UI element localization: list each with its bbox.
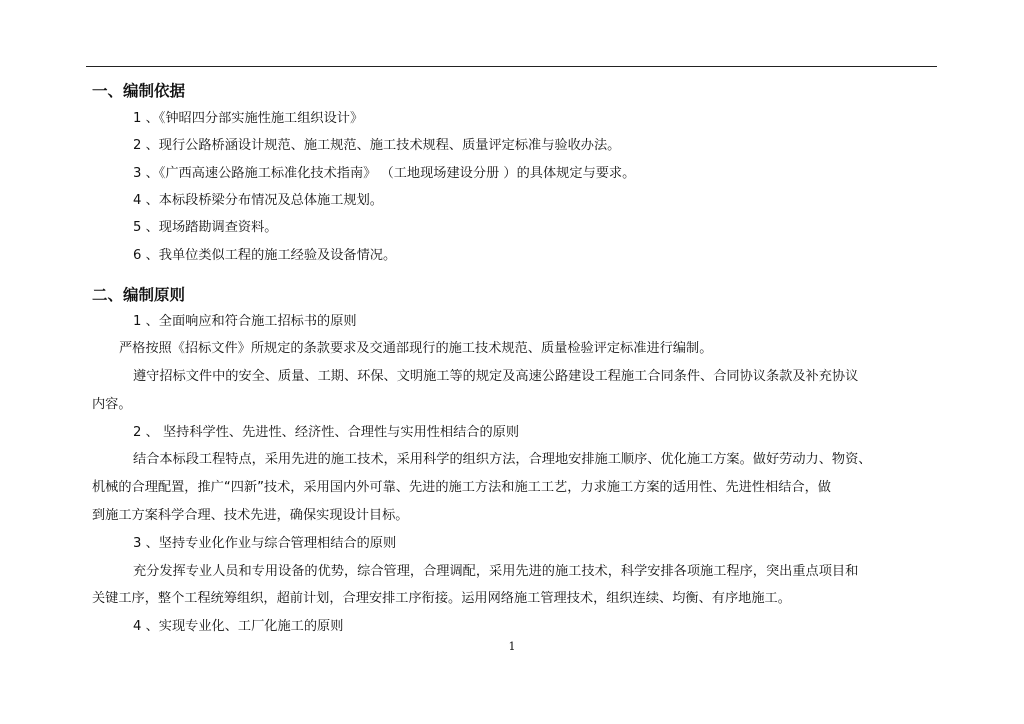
principle-paragraph: 结合本标段工程特点，采用先进的施工技术，采用科学的组织方法，合理地安排施工顺序、优化施工方案。做好劳动力、物资、 xyxy=(133,452,872,467)
basis-item-4: 4 、本标段桥梁分布情况及总体施工规划。 xyxy=(133,193,383,208)
principle-subheading-3: 3 、坚持专业化作业与综合管理相结合的原则 xyxy=(133,536,397,551)
basis-item-2: 2 、现行公路桥涵设计规范、施工规范、施工技术规程、质量评定标准与验收办法。 xyxy=(133,138,621,153)
principle-subheading-4: 4 、实现专业化、工厂化施工的原则 xyxy=(133,619,344,634)
principle-paragraph: 到施工方案科学合理、技术先进，确保实现设计目标。 xyxy=(92,508,409,523)
principle-subheading-1: 1 、全面响应和符合施工招标书的原则 xyxy=(133,314,357,329)
principle-paragraph: 严格按照《招标文件》所规定的条款要求及交通部现行的施工技术规范、质量检验评定标准进行编制。 xyxy=(119,341,713,356)
principle-subheading-2: 2 、 坚持科学性、先进性、经济性、合理性与实用性相结合的原则 xyxy=(133,425,520,440)
basis-item-1: 1 、《钟昭四分部实施性施工组织设计》 xyxy=(133,111,364,126)
basis-item-6: 6 、我单位类似工程的施工经验及设备情况。 xyxy=(133,248,397,263)
page-number: 1 xyxy=(508,640,516,653)
section-heading-basis: 一、编制依据 xyxy=(92,82,186,100)
section-heading-principles: 二、编制原则 xyxy=(92,286,186,304)
principle-paragraph: 内容。 xyxy=(92,397,132,412)
header-rule xyxy=(86,66,937,67)
principle-paragraph: 遵守招标文件中的安全、质量、工期、环保、文明施工等的规定及高速公路建设工程施工合同条件、合同协议条款及补充协议 xyxy=(133,369,859,384)
basis-item-5: 5 、现场踏勘调查资料。 xyxy=(133,220,278,235)
principle-paragraph: 机械的合理配置，推广“四新”技术，采用国内外可靠、先进的施工方法和施工工艺，力求施工方案的适用性、先进性相结合，做 xyxy=(92,480,831,495)
basis-item-3: 3 、《广西高速公路施工标准化技术指南》 （工地现场建设分册 ）的具体规定与要求。 xyxy=(133,166,636,181)
principle-paragraph: 关键工序，整个工程统筹组织，超前计划，合理安排工序衔接。运用网络施工管理技术，组织连续、均衡、有序地施工。 xyxy=(92,591,791,606)
principle-paragraph: 充分发挥专业人员和专用设备的优势，综合管理，合理调配，采用先进的施工技术，科学安排各项施工程序，突出重点项目和 xyxy=(133,564,859,579)
